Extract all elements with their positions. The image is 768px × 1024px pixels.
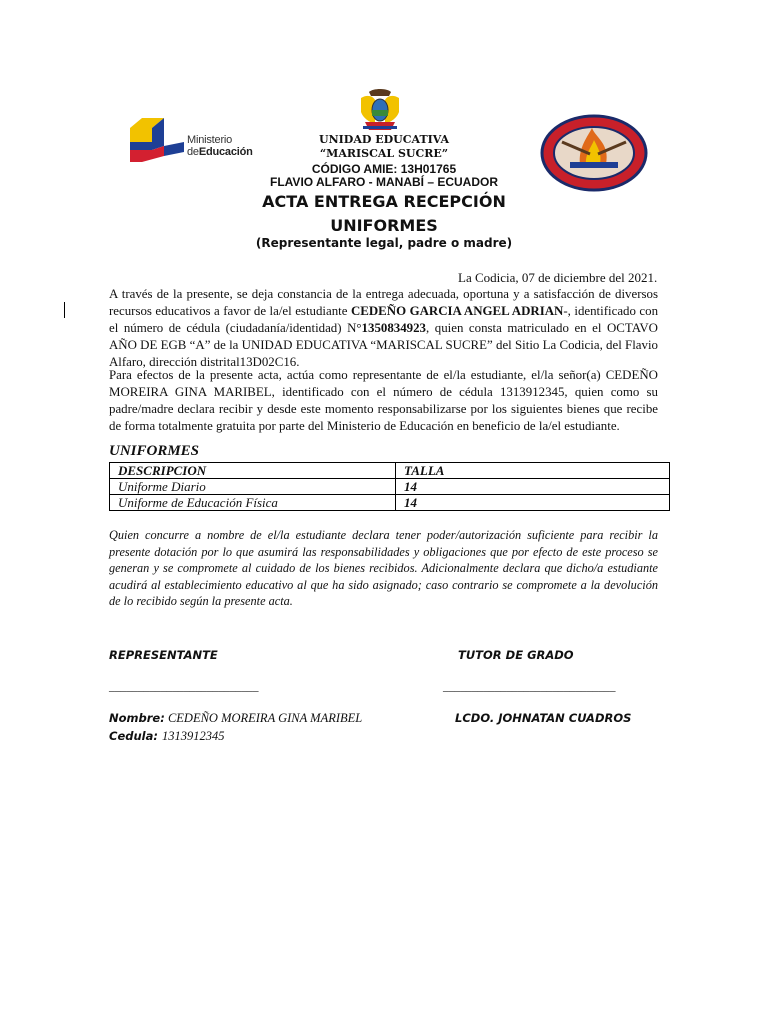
paragraph-1-part-1: A través de la presente, se deja constancia de la entrega adecuada, oportuna y a satisfacción de diversos recursos educativos a favor de la/el estudiante: [109, 287, 658, 318]
school-name: UNIDAD EDUCATIVA: [319, 133, 449, 146]
representative-id: 1313912345: [161, 729, 225, 743]
tutor-name: LCDO. JOHNATAN CUADROS: [455, 711, 632, 725]
school-location: FLAVIO ALFARO - MANABÍ – ECUADOR: [270, 175, 498, 189]
paragraph-1: [109, 286, 658, 371]
paragraph-1-part-2: -, identificado con el número de cédula (ciudadanía/identidad) N°: [109, 304, 659, 335]
document-title: ACTA ENTREGA RECEPCIÓN: [262, 192, 506, 211]
representative-name-row: [109, 711, 362, 726]
document-subtitle: (Representante legal, padre o madre): [255, 236, 513, 250]
table-row: [110, 479, 670, 495]
declaration-paragraph: Quien concurre a nombre de el/la estudiante declara tener poder/autorización suficiente para recibir la presente dotación por lo que asumirá las responsabilidades y obligaciones que por efecto de este proceso se generan y se compromete al cuidado de los bienes recibidos. Adicionalmente declara que dicho/a estudiante acudirá al establecimiento educativo al que ha sido asignado; caso contrario se compromete a la devolución de lo recibido según la presente acta.: [109, 528, 658, 608]
column-header-size: TALLA: [396, 463, 670, 479]
student-id: 1350834923: [361, 321, 426, 335]
representative-name: CEDEÑO MOREIRA GINA MARIBEL: [167, 711, 363, 725]
representative-label: REPRESENTANTE: [109, 648, 218, 662]
table-row: [110, 495, 670, 511]
uniform-size: 14: [396, 495, 670, 511]
ecuador-coat-of-arms-icon: [355, 88, 405, 132]
table-header-row: [110, 463, 670, 479]
tutor-label: TUTOR DE GRADO: [458, 648, 574, 662]
uniform-size: 14: [396, 479, 670, 495]
text-cursor: [64, 302, 65, 318]
name-label: Nombre:: [109, 711, 165, 725]
uniforms-heading: UNIFORMES: [109, 443, 200, 459]
ministry-line-2a: de: [187, 146, 199, 158]
uniform-description: Uniforme de Educación Física: [110, 495, 396, 511]
student-name: CEDEÑO GARCIA ANGEL ADRIAN: [350, 304, 564, 318]
date-line: La Codicia, 07 de diciembre del 2021.: [458, 270, 658, 285]
paragraph-1-part-3: , quien consta matriculado en el OCTAVO AÑO DE EGB “A” de la UNIDAD EDUCATIVA “MARISCAL SUCRE” del Sitio La Codicia, del Flavio Alfaro, dirección distrital13D02C16.: [109, 321, 658, 369]
column-header-description: DESCRIPCION: [110, 463, 396, 479]
id-label: Cedula:: [109, 729, 158, 743]
school-name-quoted: “MARISCAL SUCRE”: [319, 147, 449, 160]
ministry-line-2b: Educación: [198, 146, 253, 158]
document-title-line-2: UNIFORMES: [330, 216, 438, 235]
representative-id-row: [109, 727, 224, 745]
amie-code: CÓDIGO AMIE: 13H01765: [311, 162, 457, 176]
paragraph-2: Para efectos de la presente acta, actúa como representante de el/la estudiante, el/la señor(a) CEDEÑO MOREIRA GINA MARIBEL, identificado con el número de cédula 1313912345, quien como su padre/madre declara recibir y desde este momento responsabilizarse por los siguientes bienes que recibe de forma totalmente gratuita por parte del Ministerio de Educación en beneficio de la/el estudiante.: [109, 368, 658, 433]
ministry-line-1: Ministerio: [187, 134, 233, 146]
representative-signature-line: __________________________: [109, 681, 259, 693]
tutor-signature-line: ______________________________: [443, 681, 616, 693]
uniform-description: Uniforme Diario: [110, 479, 396, 495]
uniforms-table: [109, 462, 670, 511]
